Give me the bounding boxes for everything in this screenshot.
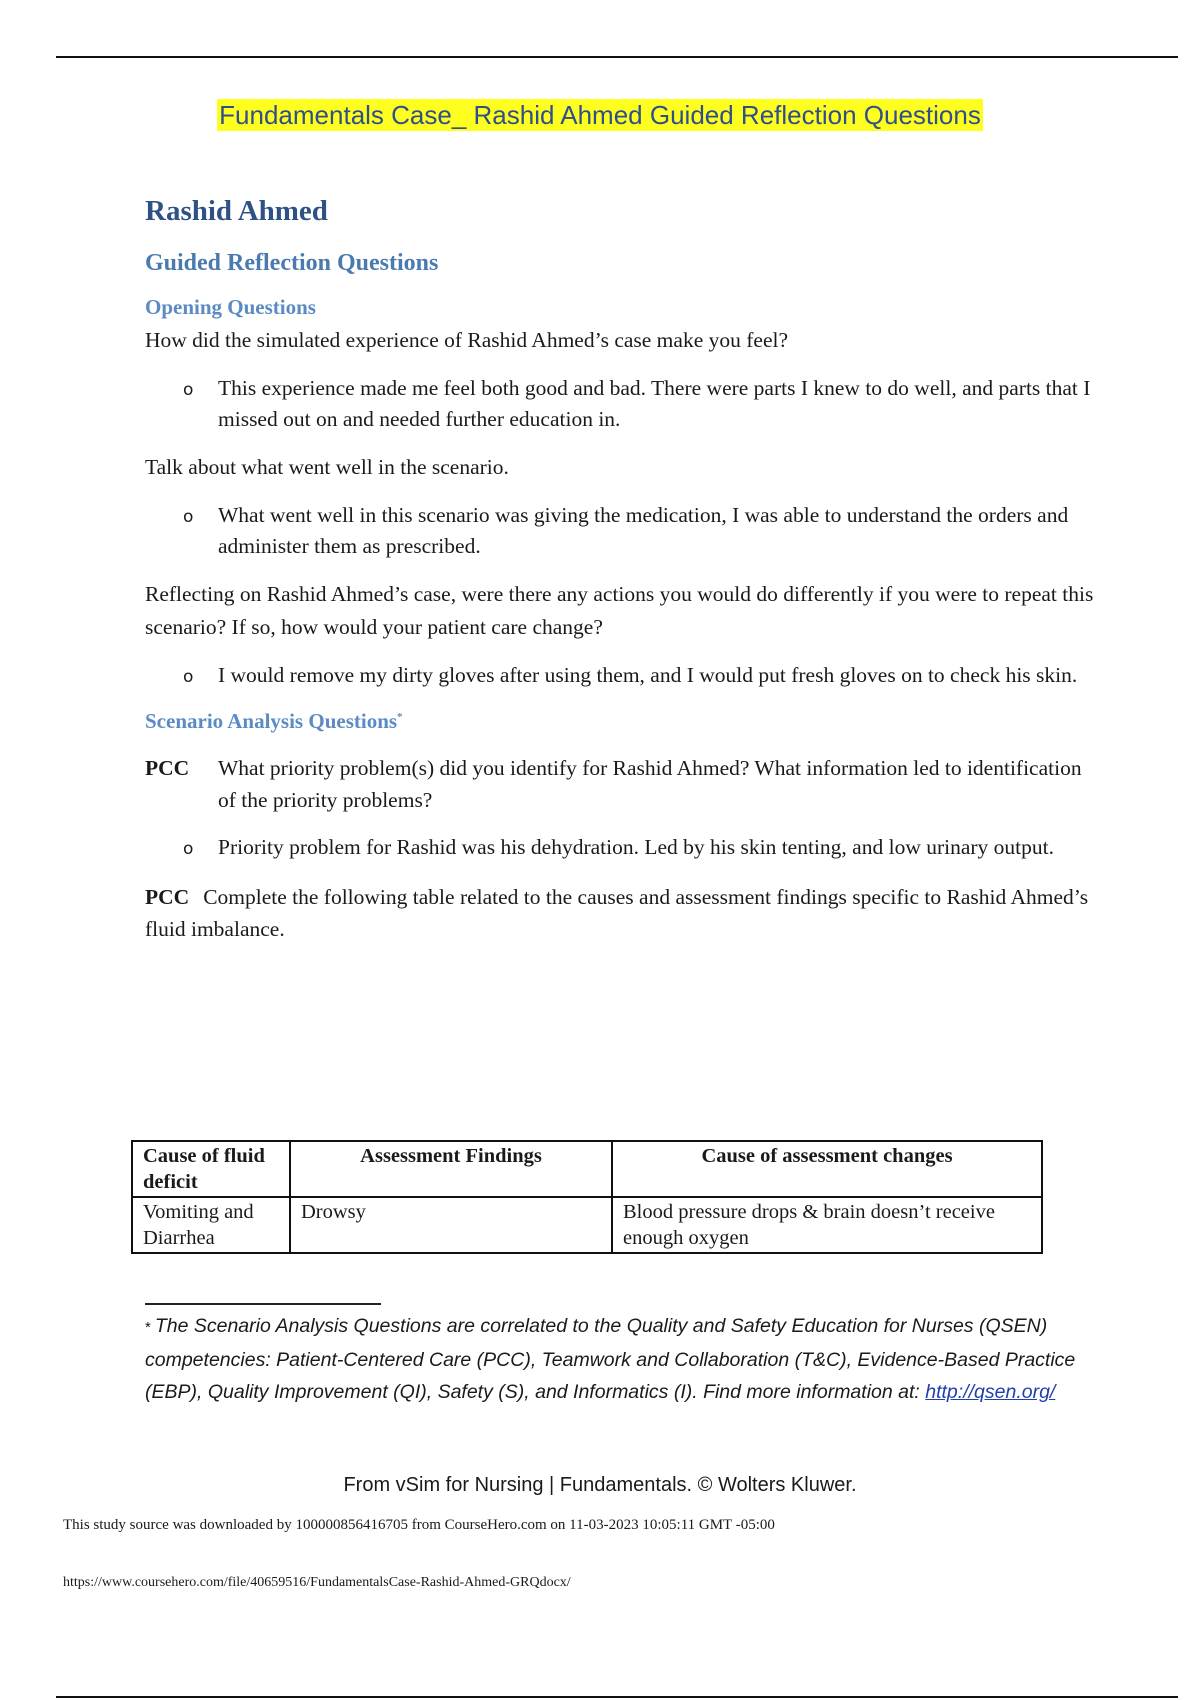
banner-highlight: Fundamentals Case_ Rashid Ahmed Guided Reflection Questions bbox=[219, 100, 981, 130]
answer-3: o I would remove my dirty gloves after using them, and I would put fresh gloves on to check his skin. bbox=[145, 660, 1095, 691]
bullet-circle-icon: o bbox=[183, 839, 194, 859]
footnote-ref-mark: * bbox=[145, 1319, 151, 1336]
fluid-imbalance-table bbox=[131, 1140, 1043, 1254]
table-header-cell: Cause of assessment changes bbox=[612, 1141, 1042, 1197]
scenario-analysis-heading: Scenario Analysis Questions* bbox=[145, 709, 403, 733]
table-header-cell: Cause of fluid deficit bbox=[132, 1141, 290, 1197]
bullet-circle-icon: o bbox=[183, 667, 194, 687]
document-body bbox=[145, 195, 1095, 945]
download-source-line: This study source was downloaded by 100000856416705 from CourseHero.com on 11-03-2023 10:05:11 GMT -05:00 bbox=[63, 1517, 775, 1533]
table-cell: Drowsy bbox=[290, 1197, 612, 1253]
table-cell: Vomiting and Diarrhea bbox=[132, 1197, 290, 1253]
table-cell: Blood pressure drops & brain doesn’t receive enough oxygen bbox=[612, 1197, 1042, 1253]
pcc-answer-1: o Priority problem for Rashid was his dehydration. Led by his skin tenting, and low urinary output. bbox=[145, 832, 1095, 863]
top-rule bbox=[56, 56, 1178, 58]
pcc-label: PCC bbox=[145, 756, 190, 780]
table-header-cell: Assessment Findings bbox=[290, 1141, 612, 1197]
opening-question-1: How did the simulated experience of Rashid Ahmed’s case make you feel? bbox=[145, 328, 789, 352]
opening-question-3: Reflecting on Rashid Ahmed’s case, were there any actions you would do differently if you were to repeat this scenario? If so, how would your patient care change? bbox=[145, 582, 1094, 639]
bottom-rule bbox=[56, 1696, 1178, 1698]
pcc-question-2: PCC Complete the following table related to the causes and assessment findings specific to Rashid Ahmed’s fluid imbalance. bbox=[145, 885, 1089, 941]
patient-name-heading: Rashid Ahmed bbox=[145, 195, 328, 227]
footnote-separator bbox=[145, 1303, 381, 1305]
table-header-row bbox=[132, 1141, 1042, 1197]
footnote-marker: * bbox=[397, 711, 403, 723]
opening-questions-heading: Opening Questions bbox=[145, 295, 316, 319]
copyright-credit: From vSim for Nursing | Fundamentals. © Wolters Kluwer. bbox=[343, 1474, 857, 1496]
opening-question-2: Talk about what went well in the scenario. bbox=[145, 455, 509, 479]
section-title: Guided Reflection Questions bbox=[145, 250, 439, 276]
source-url[interactable]: https://www.coursehero.com/file/40659516/FundamentalsCase-Rashid-Ahmed-GRQdocx/ bbox=[63, 1575, 571, 1590]
answer-2: o What went well in this scenario was giving the medication, I was able to understand the orders and administer them as prescribed. bbox=[183, 503, 1069, 558]
bullet-circle-icon: o bbox=[183, 507, 194, 527]
footnote: * The Scenario Analysis Questions are correlated to the Quality and Safety Education for Nurses (QSEN) competencies: Patient-Centered Care (PCC), Teamwork and Collaboration (T&C), Evidence-Based Practice (EBP), Quality Improvement (QI), Safety (S), and Informatics (I). Find more information at: http://qsen.org/ bbox=[145, 1315, 1076, 1403]
pcc-label: PCC bbox=[145, 885, 190, 909]
answer-1: o This experience made me feel both good and bad. There were parts I knew to do well, and parts that I missed out on and needed further education in. bbox=[183, 376, 1091, 431]
document-banner-title bbox=[0, 100, 1200, 131]
bullet-circle-icon: o bbox=[183, 380, 194, 400]
qsen-link[interactable]: http://qsen.org/ bbox=[925, 1381, 1056, 1403]
table-row bbox=[132, 1197, 1042, 1253]
pcc-question-1: PCC What priority problem(s) did you identify for Rashid Ahmed? What information led to identification of the priority problems? bbox=[145, 752, 1095, 816]
